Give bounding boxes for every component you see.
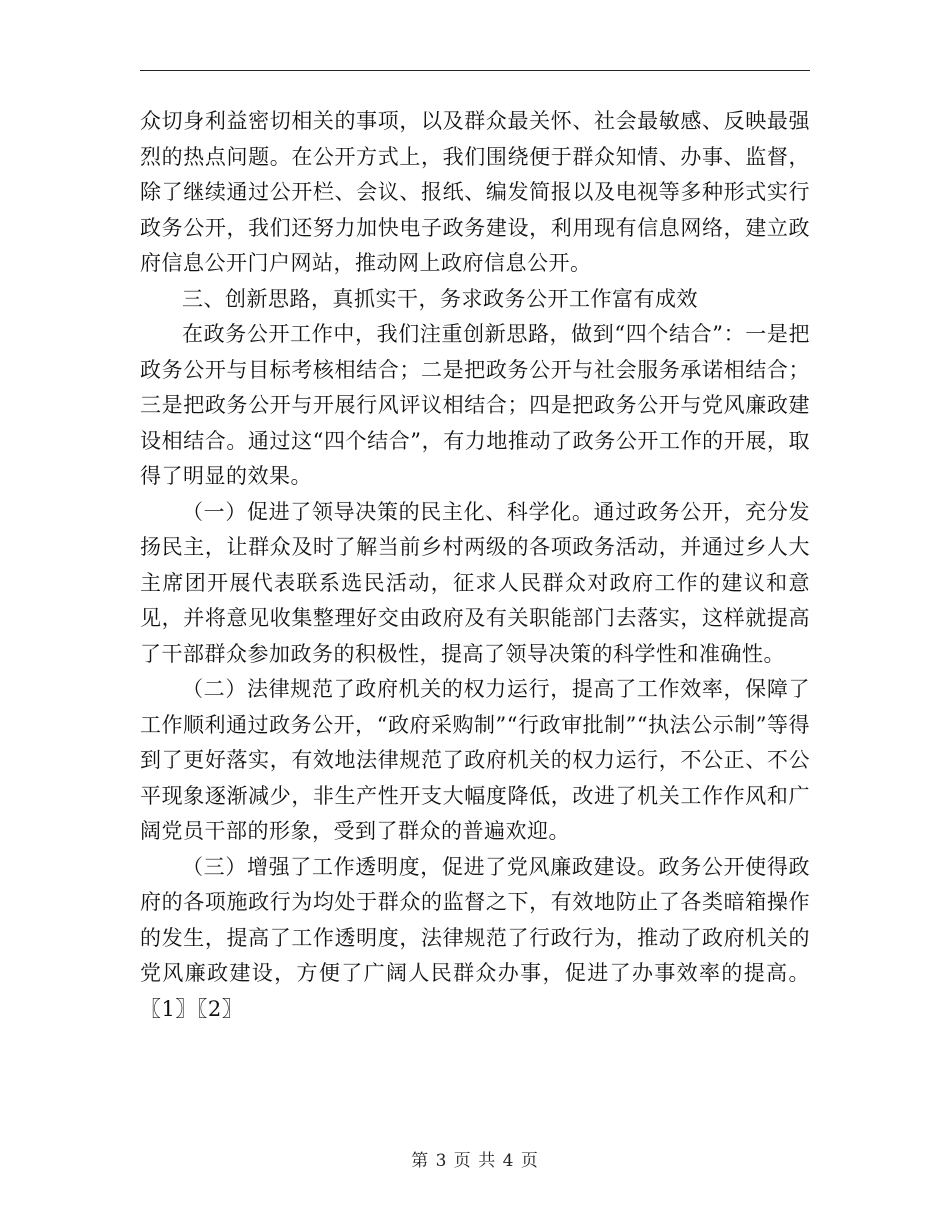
section-heading-3: 三、创新思路，真抓实干，务求政务公开工作富有成效 (182, 286, 698, 311)
paragraph-item-2: （二）法律规范了政府机关的权力运行，提高了工作效率，保障了工作顺利通过政务公开，“政府采购制”“行政审批制”“执法公示制”等得到了更好落实，有效地法律规范了政府机关的权力运行，不公正、不公平现象逐渐减少，非生产性开支大幅度降低，改进了机关工作作风和广阔党员干部的形象，受到了群众的普遍欢迎。 (140, 677, 810, 843)
page-number-footer: 第 3 页 共 4 页 (411, 1151, 539, 1171)
paragraph-1: 众切身利益密切相关的事项，以及群众最关怀、社会最敏感、反映最强烈的热点问题。在公开方式上，我们围绕便于群众知情、办事、监督，除了继续通过公开栏、会议、报纸、编发简报以及电视等多种形式实行政务公开，我们还努力加快电子政务建设，利用现有信息网络，建立政府信息公开门户网站，推动网上政府信息公开。 (140, 109, 810, 275)
header-rule (140, 70, 810, 71)
paragraph-four-combinations: 在政务公开工作中，我们注重创新思路，做到“四个结合”：一是把政务公开与目标考核相结合；二是把政务公开与社会服务承诺相结合；三是把政务公开与开展行风评议相结合；四是把政务公开与党风廉政建设相结合。通过这“四个结合”，有力地推动了政务公开工作的开展，取得了明显的效果。 (140, 322, 810, 488)
paragraph-item-3: （三）增强了工作透明度，促进了党风廉政建设。政务公开使得政府的各项施政行为均处于群众的监督之下，有效地防止了各类暗箱操作的发生，提高了工作透明度，法律规范了行政行为，推动了政府机关的党风廉政建设，方便了广阔人民群众办事，促进了办事效率的提高。〖1〗〖2〗 (140, 854, 810, 1021)
body-text (140, 104, 810, 1027)
paragraph-item-1: （一）促进了领导决策的民主化、科学化。通过政务公开，充分发扬民主，让群众及时了解当前乡村两级的各项政务活动，并通过乡人大主席团开展代表联系选民活动，征求人民群众对政府工作的建议和意见，并将意见收集整理好交由政府及有关职能部门去落实，这样就提高了干部群众参加政务的积极性，提高了领导决策的科学性和准确性。 (140, 499, 810, 666)
